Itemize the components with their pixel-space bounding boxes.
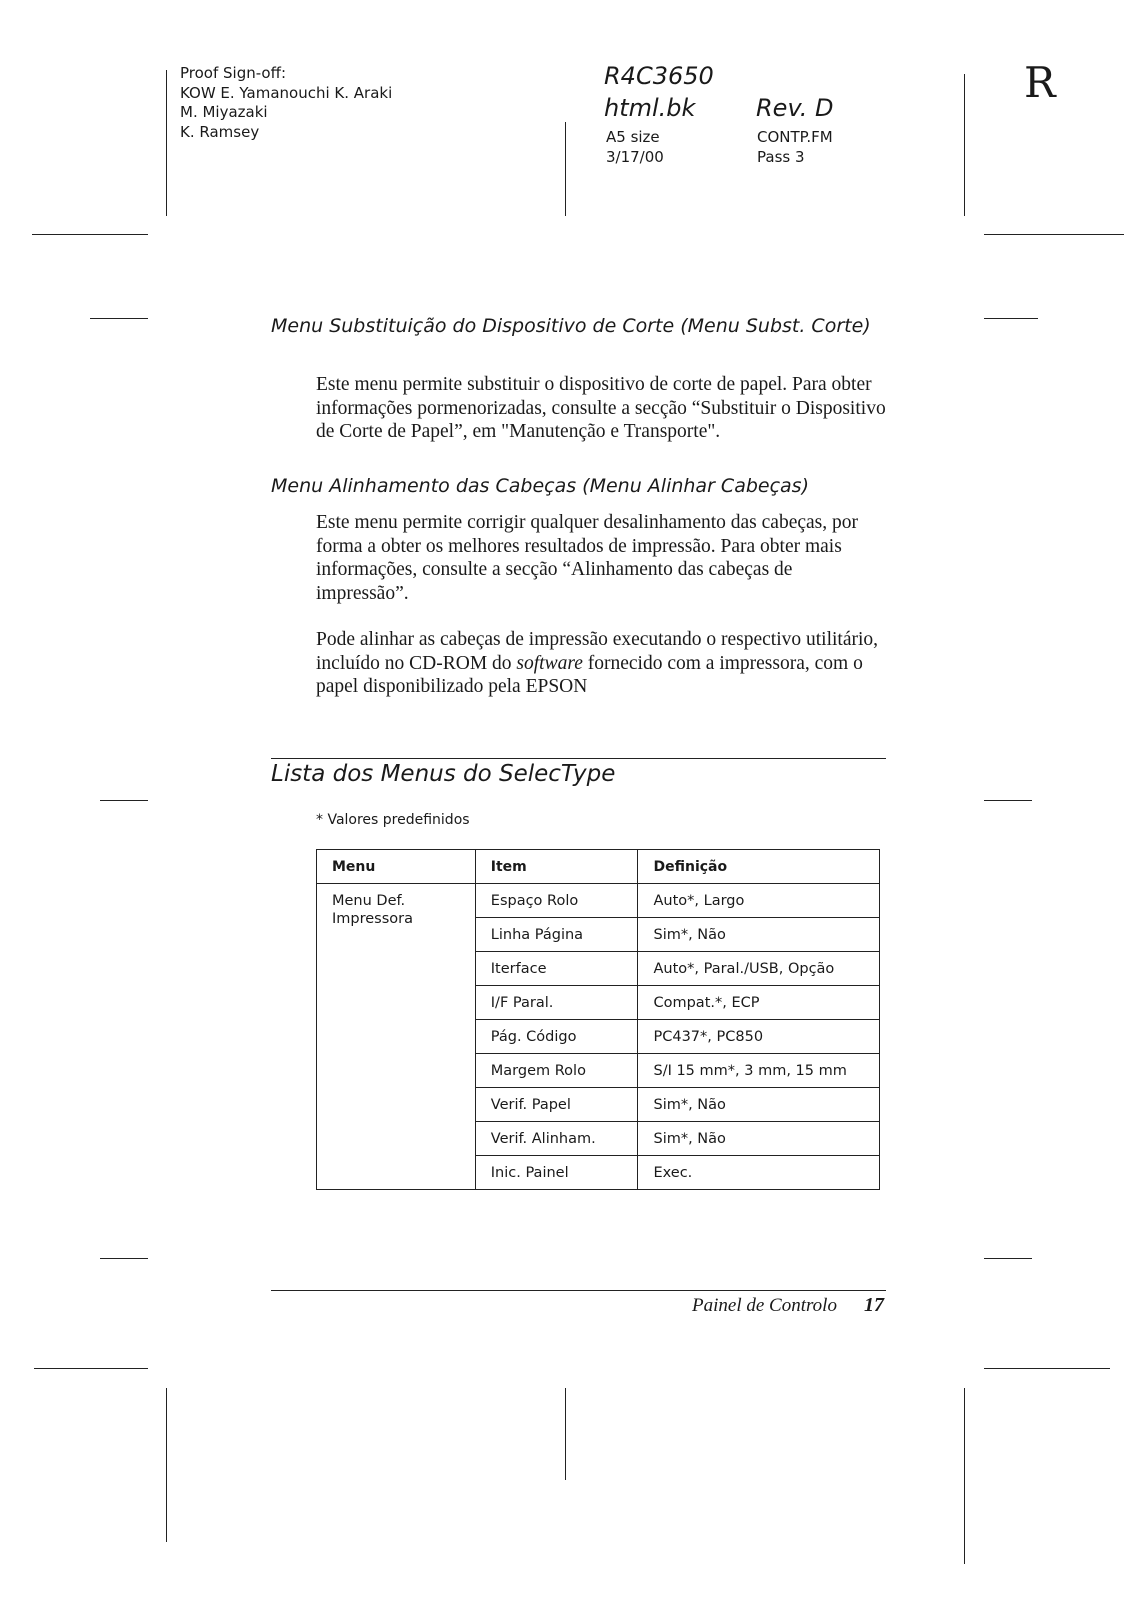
menu-name-cell: Menu Def. Impressora — [317, 884, 476, 1190]
date: 3/17/00 — [606, 148, 664, 166]
definition-cell: Auto*, Largo — [638, 884, 880, 918]
column-header: Definição — [638, 850, 880, 884]
item-cell: Margem Rolo — [475, 1054, 638, 1088]
footer-title: Painel de Controlo — [692, 1295, 837, 1316]
definition-cell: PC437*, PC850 — [638, 1020, 880, 1054]
paragraph: Este menu permite substituir o dispositivo de corte de papel. Para obter informações pormenorizadas, consulte a secção “Substituir o Dispositivo de Corte de Papel”, em "Manutenção e Transporte". — [316, 374, 886, 442]
paragraph: Este menu permite corrigir qualquer desalinhamento das cabeças, por forma a obter os melhores resultados de impressão. Para obter mais informações, consulte a secção “Alinhamento das cabeças de impressão”. — [316, 512, 859, 604]
corner-letter: R — [1024, 58, 1056, 107]
proof-signoff — [180, 64, 392, 142]
file-name: html.bk — [604, 94, 696, 122]
crop-mark — [100, 800, 148, 801]
page-size: A5 size — [606, 128, 660, 146]
item-cell: Pág. Código — [475, 1020, 638, 1054]
doc-code: R4C3650 — [604, 62, 714, 90]
crop-mark — [984, 800, 1032, 801]
definition-cell: Compat.*, ECP — [638, 986, 880, 1020]
item-cell: Espaço Rolo — [475, 884, 638, 918]
definition-cell: Exec. — [638, 1156, 880, 1190]
crop-mark — [166, 70, 167, 216]
item-cell: Iterface — [475, 952, 638, 986]
menu-table — [316, 849, 880, 1190]
crop-mark — [984, 318, 1038, 319]
paragraph — [316, 628, 886, 699]
crop-mark — [984, 1368, 1110, 1369]
column-header: Item — [475, 850, 638, 884]
crop-mark — [964, 74, 965, 216]
section-rule — [271, 758, 886, 759]
footer-rule — [271, 1290, 886, 1291]
item-cell: Inic. Painel — [475, 1156, 638, 1190]
definition-cell: Sim*, Não — [638, 918, 880, 952]
crop-mark — [984, 234, 1124, 235]
paragraph-text: Pode alinhar as cabeças de impressão executando o respectivo utilitário, incluído no CD-ROM do — [316, 629, 879, 674]
section-heading: Menu Substituição do Dispositivo de Corte (Menu Subst. Corte) — [271, 315, 871, 337]
crop-mark — [565, 1388, 566, 1480]
crop-mark — [34, 1368, 148, 1369]
item-cell: Verif. Papel — [475, 1088, 638, 1122]
frame-file: CONTP.FM — [757, 128, 833, 146]
paragraph-italic: software — [516, 652, 583, 674]
proof-line: KOW E. Yamanouchi K. Araki — [180, 83, 393, 102]
item-cell: Linha Página — [475, 918, 638, 952]
crop-mark — [565, 122, 566, 216]
proof-line: M. Miyazaki — [180, 103, 268, 121]
crop-mark — [984, 1258, 1032, 1259]
paragraph-text: fornecido com a impressora, com o papel disponibilizado pela EPSON — [316, 652, 863, 697]
item-cell: Verif. Alinham. — [475, 1122, 638, 1156]
definition-cell: S/I 15 mm*, 3 mm, 15 mm — [638, 1054, 880, 1088]
table-header-row — [317, 850, 880, 884]
proof-line: Proof Sign-off: — [180, 64, 286, 82]
item-cell: I/F Paral. — [475, 986, 638, 1020]
revision: Rev. D — [756, 94, 834, 122]
column-header: Menu — [317, 850, 476, 884]
table-row — [317, 884, 880, 918]
page-number: 17 — [864, 1294, 884, 1316]
section-heading: Lista dos Menus do SelecType — [271, 761, 616, 787]
pass: Pass 3 — [757, 148, 805, 166]
crop-mark — [166, 1388, 167, 1542]
default-values-note: * Valores predefinidos — [316, 812, 470, 828]
crop-mark — [90, 318, 148, 319]
definition-cell: Sim*, Não — [638, 1088, 880, 1122]
crop-mark — [32, 234, 148, 235]
crop-mark — [100, 1258, 148, 1259]
crop-mark — [964, 1388, 965, 1564]
definition-cell: Sim*, Não — [638, 1122, 880, 1156]
proof-line: K. Ramsey — [180, 122, 260, 141]
section-heading: Menu Alinhamento das Cabeças (Menu Alinhar Cabeças) — [271, 475, 809, 497]
definition-cell: Auto*, Paral./USB, Opção — [638, 952, 880, 986]
